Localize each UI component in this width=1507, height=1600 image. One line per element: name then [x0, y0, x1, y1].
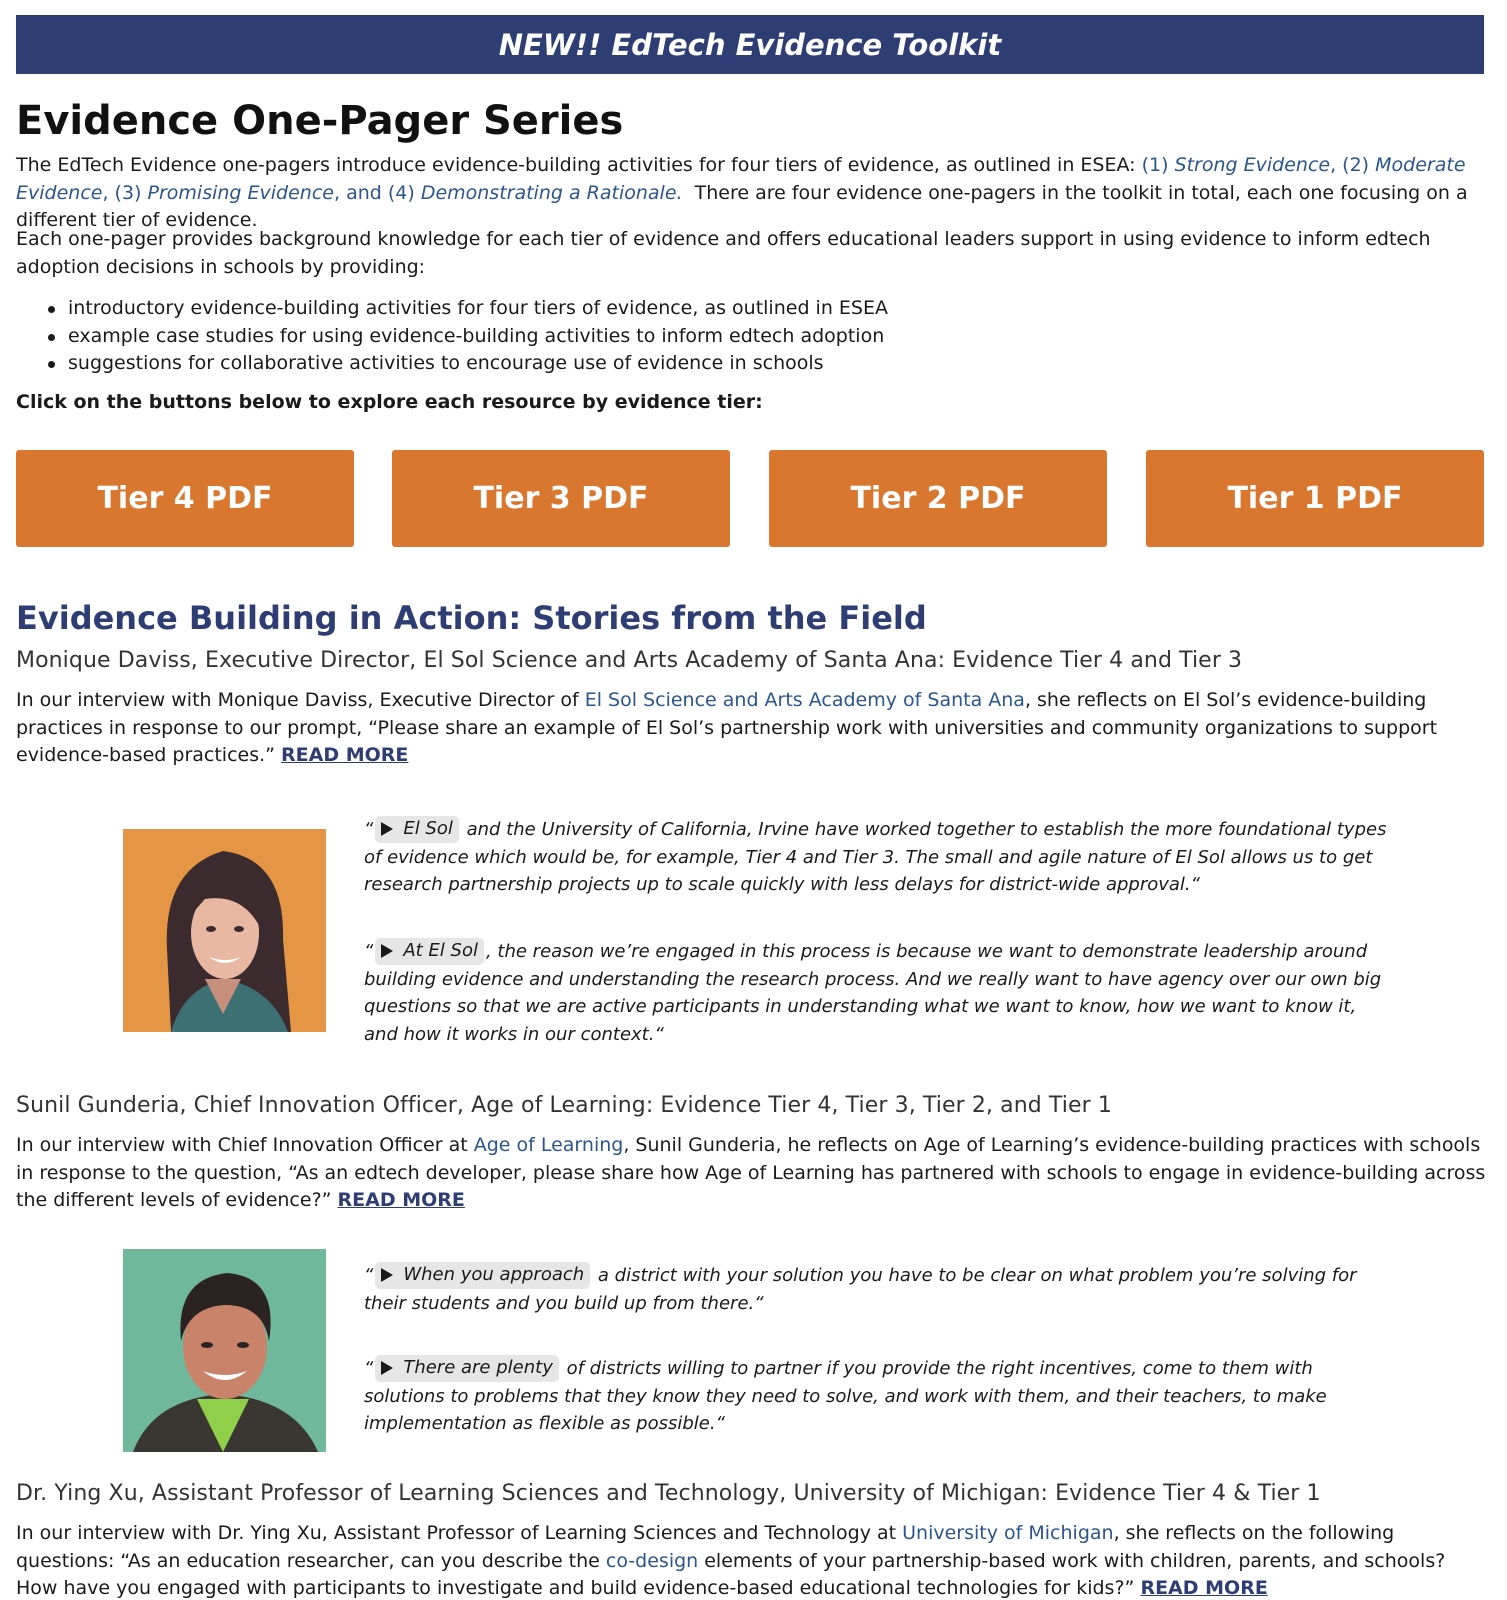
- story-text: elements of your partnership-based work with children, parents, and schools? How have you engaged with participants to investigate and build evidence-based educational technologies for kids?”: [16, 1549, 1446, 1599]
- story-text: , Sunil Gunderia, he reflects on Age of Learning’s evidence-building practices with schools in response to the question, “As an edtech developer, please share how Age of Learning has partnered with schools to engage in evidence-building across the different levels of evidence?”: [16, 1134, 1486, 1211]
- play-icon: [381, 1268, 393, 1282]
- story-text: , she reflects on the following questions: “As an education researcher, can you describe the: [16, 1522, 1395, 1572]
- chip-label: There are plenty: [403, 1357, 553, 1379]
- audio-play-chip[interactable]: [375, 1262, 590, 1289]
- chip-label: El Sol: [403, 818, 453, 840]
- read-more-link[interactable]: READ MORE: [337, 1189, 465, 1211]
- read-more-link[interactable]: READ MORE: [281, 744, 409, 766]
- chip-label: At El Sol: [403, 940, 478, 962]
- list-item: suggestions for collaborative activities to encourage use of evidence in schools: [48, 350, 888, 378]
- story-text: In our interview with Monique Daviss, Executive Director of: [16, 689, 585, 711]
- list-item: example case studies for using evidence-building activities to inform edtech adoption: [48, 323, 888, 351]
- play-icon: [381, 944, 393, 958]
- story-paragraph: [16, 687, 1486, 770]
- quote-text: of districts willing to partner if you provide the right incentives, come to them with solutions to problems that they know they need to solve, and work with them, and their teachers, to make implementation as flexible as possible.“: [364, 1358, 1327, 1434]
- open-quote: “: [364, 941, 374, 962]
- intro-text: The EdTech Evidence one-pagers introduce evidence-building activities for four tiers of evidence, as outlined in ESEA:: [16, 154, 1142, 176]
- open-quote: “: [364, 1265, 374, 1286]
- story-paragraph: [16, 1132, 1486, 1215]
- audio-play-chip[interactable]: [375, 1355, 559, 1382]
- play-icon: [381, 822, 393, 836]
- intro-paragraph: [16, 152, 1486, 235]
- promising-evidence-link[interactable]: Promising Evidence: [147, 181, 334, 204]
- audio-play-chip[interactable]: [375, 938, 484, 965]
- audio-play-chip[interactable]: [375, 816, 459, 843]
- story-heading-ying-xu: Dr. Ying Xu, Assistant Professor of Learning Sciences and Technology, University of Michigan: Evidence Tier 4 & Tier 1: [16, 1481, 1321, 1506]
- link-num-2: , (2): [1330, 154, 1376, 176]
- play-icon: [381, 1361, 393, 1375]
- tier-3-pdf-button[interactable]: Tier 3 PDF: [392, 450, 730, 547]
- quote-block: [364, 1355, 1394, 1438]
- quote-text: and the University of California, Irvine have worked together to establish the more foundational types of evidence which would be, for example, Tier 4 and Tier 3. The small and agile nature of El Sol allows us to get research partnership projects up to scale quickly with less delays for district-wide approval.“: [364, 819, 1387, 895]
- one-pager-description: Each one-pager provides background knowledge for each tier of evidence and offers educational leaders support in using evidence to inform edtech adoption decisions in schools by providing:: [16, 228, 1431, 278]
- chip-label: When you approach: [403, 1264, 585, 1286]
- portrait-sunil-gunderia: [123, 1249, 326, 1452]
- tier-1-pdf-button[interactable]: Tier 1 PDF: [1146, 450, 1484, 547]
- page-title: Evidence One-Pager Series: [16, 98, 624, 144]
- portrait-monique-daviss: [123, 829, 326, 1032]
- read-more-link[interactable]: READ MORE: [1140, 1577, 1268, 1599]
- strong-evidence-link[interactable]: Strong Evidence: [1174, 154, 1331, 176]
- man-portrait-illustration: [123, 1249, 326, 1452]
- story-heading-sunil-gunderia: Sunil Gunderia, Chief Innovation Officer, Age of Learning: Evidence Tier 4, Tier 3, Tier 2, and Tier 1: [16, 1093, 1112, 1118]
- tier-2-pdf-button[interactable]: Tier 2 PDF: [769, 450, 1107, 547]
- link-4-period: .: [676, 181, 683, 204]
- story-heading-monique-daviss: Monique Daviss, Executive Director, El Sol Science and Arts Academy of Santa Ana: Evidence Tier 4 and Tier 3: [16, 648, 1243, 673]
- age-of-learning-link[interactable]: Age of Learning: [473, 1134, 624, 1156]
- quote-text: a district with your solution you have to be clear on what problem you’re solving for their students and you build up from there.“: [364, 1265, 1357, 1314]
- intro-tail: There are four evidence one-pagers in the toolkit in total, each one focusing on a different tier of evidence.: [16, 181, 1474, 231]
- link-num-4: , and (4): [333, 181, 421, 204]
- woman-portrait-illustration: [123, 829, 326, 1032]
- link-num-1: (1): [1141, 154, 1175, 176]
- link-num-3: , (3): [102, 181, 148, 204]
- open-quote: “: [364, 1358, 374, 1379]
- stories-title: Evidence Building in Action: Stories from the Field: [16, 599, 927, 637]
- co-design-link[interactable]: co-design: [605, 1549, 699, 1572]
- story-text: In our interview with Dr. Ying Xu, Assistant Professor of Learning Sciences and Technology at: [16, 1522, 903, 1544]
- toolkit-banner: NEW!! EdTech Evidence Toolkit: [16, 15, 1484, 74]
- quote-block: [364, 1262, 1394, 1317]
- feature-list: [48, 295, 888, 378]
- quote-text: , the reason we’re engaged in this process is because we want to demonstrate leadership around building evidence and understanding the research process. And we really want to have agency over our own big questions so that we are active participants in understanding what we want to know, how we want to know it, and how it works in our context.“: [364, 941, 1382, 1045]
- el-sol-link[interactable]: El Sol Science and Arts Academy of Santa Ana: [584, 689, 1025, 711]
- demonstrating-rationale-link[interactable]: Demonstrating a Rationale: [420, 181, 677, 204]
- university-of-michigan-link[interactable]: University of Michigan: [902, 1522, 1114, 1544]
- tier-4-pdf-button[interactable]: Tier 4 PDF: [16, 450, 354, 547]
- list-item: introductory evidence-building activities for four tiers of evidence, as outlined in ESEA: [48, 295, 888, 323]
- story-text: In our interview with Chief Innovation Officer at: [16, 1134, 474, 1156]
- story-text: , she reflects on El Sol’s evidence-building practices in response to our prompt, “Please share an example of El Sol’s partnership work with universities and community organizations to support evidence-based practices.”: [16, 689, 1438, 766]
- moderate-evidence-link[interactable]: Moderate Evidence: [16, 154, 1466, 204]
- quote-block: [364, 816, 1394, 899]
- cta-text: Click on the buttons below to explore each resource by evidence tier:: [16, 391, 763, 413]
- open-quote: “: [364, 819, 374, 840]
- quote-block: [364, 938, 1394, 1048]
- story-paragraph: [16, 1520, 1486, 1600]
